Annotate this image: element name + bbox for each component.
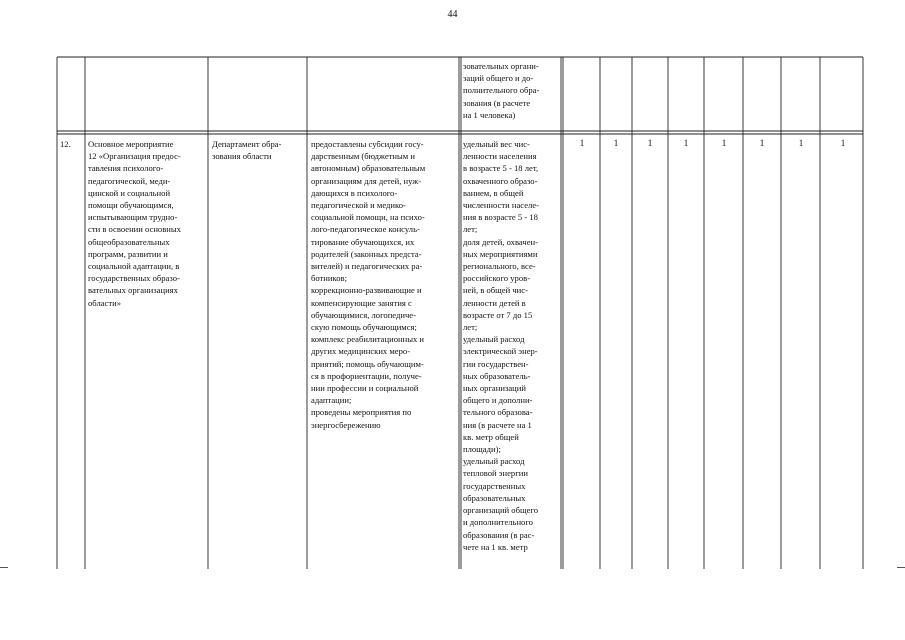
row-2-value-5: 1: [721, 138, 727, 148]
page-number: 44: [447, 9, 458, 20]
row-2-event: Основное мероприятие 12 «Организация предос- тавления психолого- педагогической, меди- цинской и социальной помощи обучающимся, испытывающим трудно- сти в освоении основных общеобразовательных программ, развитии и социальной адаптации, в государственных образо- вательных организациях области»: [88, 139, 181, 308]
row-2-result: предоставлены субсидии госу- дарственным (бюджетным и автономным) образовательным организациям для детей, нуж- дающихся в психолого- педагогической и медико- социальной помощи, на психо- лого-педагогическое консуль- тирование обучающихся, их родителей (законных предста- вителей) и педагогических ра- ботников; коррекционно-развивающие и компенсирующие занятия с обучающимися, логопедиче- скую помощь обучающимся; комплекс реабилитационных и других медицинских меро- приятий; помощь обучающим- ся в профориентации, получе- нии профессии и социальной адаптации; проведены мероприятия по энергосбережению: [311, 139, 426, 430]
row-2-value-1: 1: [579, 138, 585, 148]
row-2-value-4: 1: [683, 138, 689, 148]
row-2-indicator: удельный вес чис- ленности населения в возрасте 5 - 18 лет, охваченного образо- ванием, в общей численности населе- ния в возрасте 5 - 18 лет; доля детей, охвачен- ных мероприятиями регионального, все- российского уров- ней, в общей чис- ленности детей в возрасте от 7 до 15 лет; удельный расход электрической энер- гии государствен- ных образователь- ных организаций общего и дополни- тельного образова- ния (в расчете на 1 кв. метр общей площади); удельный расход тепловой энергии государственных образовательных организаций общего и дополнительного образования (в рас- чете на 1 кв. метр: [463, 139, 539, 552]
row-2-executor: Департамент обра- зования области: [212, 139, 282, 162]
row-2-value-8: 1: [840, 138, 846, 148]
row-2-number: 12.: [60, 139, 71, 149]
row-2-value-2: 1: [613, 138, 619, 148]
row-2-value-7: 1: [798, 138, 804, 148]
row-1-indicator: зовательных органи- заций общего и до- полнительного обра- зования (в расчете на 1 человека): [463, 61, 540, 120]
row-2-value-3: 1: [647, 138, 653, 148]
row-2-value-6: 1: [759, 138, 765, 148]
right-edge-mark: [897, 567, 905, 568]
left-edge-mark: [0, 567, 8, 568]
